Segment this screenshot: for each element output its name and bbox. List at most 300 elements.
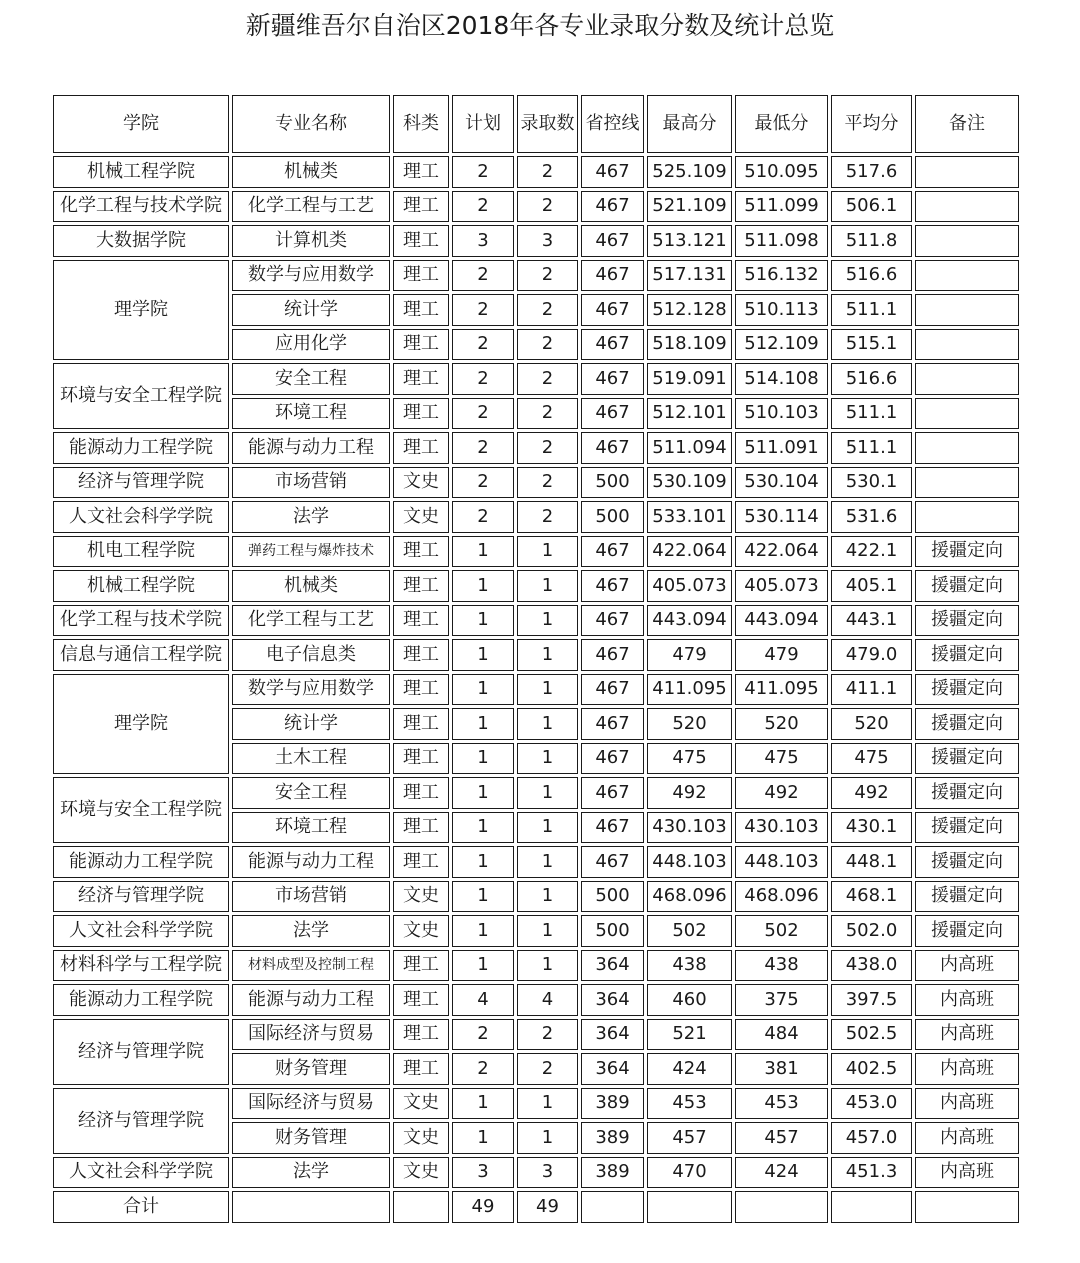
admitted-cell: 2 <box>517 191 578 223</box>
note-cell: 援疆定向 <box>915 605 1019 637</box>
total-admitted-cell: 49 <box>517 1191 578 1223</box>
max-score-cell: 512.128 <box>647 294 732 326</box>
table-row <box>53 191 1019 223</box>
admitted-cell: 1 <box>517 1088 578 1120</box>
major-cell: 机械类 <box>232 570 390 602</box>
max-score-cell: 430.103 <box>647 812 732 844</box>
min-score-cell: 530.114 <box>735 501 828 533</box>
plan-cell: 4 <box>452 984 514 1016</box>
min-score-cell: 381 <box>735 1053 828 1085</box>
table-row <box>53 432 1019 464</box>
note-cell <box>915 225 1019 257</box>
note-cell <box>915 156 1019 188</box>
plan-cell: 2 <box>452 363 514 395</box>
note-cell: 援疆定向 <box>915 708 1019 740</box>
category-cell: 理工 <box>393 536 449 568</box>
avg-score-cell: 457.0 <box>831 1122 912 1154</box>
admitted-cell: 2 <box>517 1053 578 1085</box>
total-row <box>53 1191 1019 1223</box>
college-cell: 能源动力工程学院 <box>53 846 229 878</box>
max-score-cell: 520 <box>647 708 732 740</box>
category-cell: 理工 <box>393 674 449 706</box>
admitted-cell: 1 <box>517 639 578 671</box>
control-line-cell: 500 <box>581 467 644 499</box>
college-cell: 机电工程学院 <box>53 536 229 568</box>
category-cell: 文史 <box>393 1122 449 1154</box>
max-score-cell: 512.101 <box>647 398 732 430</box>
major-cell: 能源与动力工程 <box>232 984 390 1016</box>
category-cell: 理工 <box>393 156 449 188</box>
avg-score-cell: 517.6 <box>831 156 912 188</box>
table-row <box>53 156 1019 188</box>
total-max-cell <box>647 1191 732 1223</box>
admitted-cell: 1 <box>517 708 578 740</box>
min-score-cell: 510.113 <box>735 294 828 326</box>
admitted-cell: 1 <box>517 743 578 775</box>
note-cell: 内高班 <box>915 1122 1019 1154</box>
college-cell: 经济与管理学院 <box>53 1019 229 1085</box>
avg-score-cell: 506.1 <box>831 191 912 223</box>
control-line-cell: 389 <box>581 1157 644 1189</box>
max-score-cell: 502 <box>647 915 732 947</box>
avg-score-cell: 422.1 <box>831 536 912 568</box>
note-cell <box>915 467 1019 499</box>
plan-cell: 2 <box>452 467 514 499</box>
plan-cell: 2 <box>452 156 514 188</box>
category-cell: 理工 <box>393 846 449 878</box>
college-cell: 人文社会科学学院 <box>53 915 229 947</box>
plan-cell: 1 <box>452 881 514 913</box>
control-line-cell: 467 <box>581 743 644 775</box>
table-row <box>53 1088 1019 1120</box>
admitted-cell: 1 <box>517 881 578 913</box>
control-line-cell: 389 <box>581 1088 644 1120</box>
college-cell: 环境与安全工程学院 <box>53 363 229 429</box>
category-cell: 理工 <box>393 984 449 1016</box>
avg-score-cell: 443.1 <box>831 605 912 637</box>
plan-cell: 2 <box>452 432 514 464</box>
category-cell: 理工 <box>393 812 449 844</box>
avg-score-cell: 405.1 <box>831 570 912 602</box>
category-cell: 理工 <box>393 363 449 395</box>
min-score-cell: 514.108 <box>735 363 828 395</box>
admitted-cell: 2 <box>517 329 578 361</box>
avg-score-cell: 502.5 <box>831 1019 912 1051</box>
min-score-cell: 511.098 <box>735 225 828 257</box>
max-score-cell: 530.109 <box>647 467 732 499</box>
table-row <box>53 674 1019 706</box>
major-cell: 计算机类 <box>232 225 390 257</box>
plan-cell: 1 <box>452 743 514 775</box>
plan-cell: 1 <box>452 639 514 671</box>
header-row <box>53 95 1019 153</box>
control-line-cell: 467 <box>581 777 644 809</box>
plan-cell: 3 <box>452 225 514 257</box>
table-row <box>53 915 1019 947</box>
plan-cell: 1 <box>452 536 514 568</box>
control-line-cell: 467 <box>581 363 644 395</box>
min-score-cell: 510.095 <box>735 156 828 188</box>
note-cell <box>915 363 1019 395</box>
min-score-cell: 422.064 <box>735 536 828 568</box>
avg-score-cell: 430.1 <box>831 812 912 844</box>
major-cell: 国际经济与贸易 <box>232 1088 390 1120</box>
note-cell: 援疆定向 <box>915 846 1019 878</box>
admitted-cell: 1 <box>517 950 578 982</box>
major-cell: 法学 <box>232 1157 390 1189</box>
avg-score-cell: 511.1 <box>831 294 912 326</box>
avg-score-cell: 402.5 <box>831 1053 912 1085</box>
avg-score-cell: 479.0 <box>831 639 912 671</box>
college-cell: 机械工程学院 <box>53 156 229 188</box>
avg-score-cell: 502.0 <box>831 915 912 947</box>
control-line-cell: 467 <box>581 846 644 878</box>
admitted-cell: 1 <box>517 1122 578 1154</box>
header-admitted: 录取数 <box>517 95 578 153</box>
avg-score-cell: 516.6 <box>831 363 912 395</box>
header-major: 专业名称 <box>232 95 390 153</box>
admitted-cell: 1 <box>517 570 578 602</box>
category-cell: 理工 <box>393 570 449 602</box>
admitted-cell: 1 <box>517 915 578 947</box>
table-row <box>53 605 1019 637</box>
total-note-cell <box>915 1191 1019 1223</box>
min-score-cell: 479 <box>735 639 828 671</box>
admitted-cell: 2 <box>517 260 578 292</box>
total-control-line-cell <box>581 1191 644 1223</box>
major-cell: 国际经济与贸易 <box>232 1019 390 1051</box>
college-cell: 人文社会科学学院 <box>53 1157 229 1189</box>
max-score-cell: 521 <box>647 1019 732 1051</box>
note-cell <box>915 294 1019 326</box>
college-cell: 能源动力工程学院 <box>53 432 229 464</box>
category-cell: 文史 <box>393 881 449 913</box>
category-cell: 理工 <box>393 1053 449 1085</box>
min-score-cell: 502 <box>735 915 828 947</box>
note-cell: 援疆定向 <box>915 674 1019 706</box>
avg-score-cell: 451.3 <box>831 1157 912 1189</box>
admitted-cell: 2 <box>517 1019 578 1051</box>
max-score-cell: 513.121 <box>647 225 732 257</box>
major-cell: 环境工程 <box>232 398 390 430</box>
header-min: 最低分 <box>735 95 828 153</box>
max-score-cell: 422.064 <box>647 536 732 568</box>
admitted-cell: 1 <box>517 536 578 568</box>
note-cell: 内高班 <box>915 984 1019 1016</box>
category-cell: 理工 <box>393 743 449 775</box>
header-plan: 计划 <box>452 95 514 153</box>
avg-score-cell: 438.0 <box>831 950 912 982</box>
admitted-cell: 4 <box>517 984 578 1016</box>
header-control-line: 省控线 <box>581 95 644 153</box>
note-cell: 援疆定向 <box>915 915 1019 947</box>
admitted-cell: 1 <box>517 605 578 637</box>
max-score-cell: 438 <box>647 950 732 982</box>
control-line-cell: 467 <box>581 674 644 706</box>
avg-score-cell: 411.1 <box>831 674 912 706</box>
control-line-cell: 467 <box>581 432 644 464</box>
control-line-cell: 467 <box>581 605 644 637</box>
plan-cell: 1 <box>452 1122 514 1154</box>
note-cell: 援疆定向 <box>915 812 1019 844</box>
total-major-cell <box>232 1191 390 1223</box>
total-avg-cell <box>831 1191 912 1223</box>
min-score-cell: 511.099 <box>735 191 828 223</box>
category-cell: 理工 <box>393 191 449 223</box>
note-cell: 援疆定向 <box>915 881 1019 913</box>
major-cell: 市场营销 <box>232 881 390 913</box>
max-score-cell: 533.101 <box>647 501 732 533</box>
table-row <box>53 1157 1019 1189</box>
min-score-cell: 530.104 <box>735 467 828 499</box>
plan-cell: 1 <box>452 570 514 602</box>
admitted-cell: 2 <box>517 467 578 499</box>
college-cell: 化学工程与技术学院 <box>53 605 229 637</box>
control-line-cell: 364 <box>581 1019 644 1051</box>
max-score-cell: 411.095 <box>647 674 732 706</box>
table-body <box>53 156 1019 1223</box>
note-cell: 援疆定向 <box>915 639 1019 671</box>
major-cell: 统计学 <box>232 294 390 326</box>
plan-cell: 1 <box>452 674 514 706</box>
college-cell: 化学工程与技术学院 <box>53 191 229 223</box>
total-label-cell: 合计 <box>53 1191 229 1223</box>
max-score-cell: 475 <box>647 743 732 775</box>
table-row <box>53 984 1019 1016</box>
min-score-cell: 457 <box>735 1122 828 1154</box>
table-row <box>53 881 1019 913</box>
avg-score-cell: 530.1 <box>831 467 912 499</box>
total-category-cell <box>393 1191 449 1223</box>
admitted-cell: 2 <box>517 156 578 188</box>
min-score-cell: 484 <box>735 1019 828 1051</box>
control-line-cell: 500 <box>581 881 644 913</box>
category-cell: 文史 <box>393 501 449 533</box>
max-score-cell: 405.073 <box>647 570 732 602</box>
header-note: 备注 <box>915 95 1019 153</box>
note-cell <box>915 329 1019 361</box>
college-cell: 环境与安全工程学院 <box>53 777 229 843</box>
table-row <box>53 846 1019 878</box>
control-line-cell: 364 <box>581 950 644 982</box>
category-cell: 文史 <box>393 1157 449 1189</box>
category-cell: 理工 <box>393 605 449 637</box>
note-cell <box>915 501 1019 533</box>
note-cell: 援疆定向 <box>915 777 1019 809</box>
table-row <box>53 363 1019 395</box>
control-line-cell: 467 <box>581 536 644 568</box>
plan-cell: 1 <box>452 915 514 947</box>
note-cell: 援疆定向 <box>915 536 1019 568</box>
avg-score-cell: 531.6 <box>831 501 912 533</box>
control-line-cell: 467 <box>581 329 644 361</box>
control-line-cell: 467 <box>581 398 644 430</box>
major-cell: 数学与应用数学 <box>232 674 390 706</box>
major-cell: 财务管理 <box>232 1053 390 1085</box>
major-cell: 市场营销 <box>232 467 390 499</box>
major-cell: 法学 <box>232 915 390 947</box>
major-cell: 机械类 <box>232 156 390 188</box>
min-score-cell: 438 <box>735 950 828 982</box>
category-cell: 理工 <box>393 225 449 257</box>
header-avg: 平均分 <box>831 95 912 153</box>
table-row <box>53 639 1019 671</box>
table-row <box>53 225 1019 257</box>
category-cell: 理工 <box>393 639 449 671</box>
college-cell: 理学院 <box>53 260 229 361</box>
table-row <box>53 1019 1019 1051</box>
college-cell: 经济与管理学院 <box>53 1088 229 1154</box>
min-score-cell: 411.095 <box>735 674 828 706</box>
category-cell: 文史 <box>393 915 449 947</box>
major-cell: 安全工程 <box>232 363 390 395</box>
min-score-cell: 424 <box>735 1157 828 1189</box>
avg-score-cell: 511.8 <box>831 225 912 257</box>
control-line-cell: 467 <box>581 570 644 602</box>
min-score-cell: 511.091 <box>735 432 828 464</box>
avg-score-cell: 475 <box>831 743 912 775</box>
major-cell: 能源与动力工程 <box>232 432 390 464</box>
plan-cell: 2 <box>452 1053 514 1085</box>
control-line-cell: 467 <box>581 191 644 223</box>
note-cell: 内高班 <box>915 1088 1019 1120</box>
min-score-cell: 475 <box>735 743 828 775</box>
category-cell: 理工 <box>393 777 449 809</box>
plan-cell: 1 <box>452 777 514 809</box>
max-score-cell: 460 <box>647 984 732 1016</box>
max-score-cell: 468.096 <box>647 881 732 913</box>
major-cell: 统计学 <box>232 708 390 740</box>
note-cell <box>915 260 1019 292</box>
table-row <box>53 467 1019 499</box>
category-cell: 文史 <box>393 1088 449 1120</box>
table-row <box>53 536 1019 568</box>
major-cell: 安全工程 <box>232 777 390 809</box>
admitted-cell: 2 <box>517 294 578 326</box>
max-score-cell: 479 <box>647 639 732 671</box>
max-score-cell: 517.131 <box>647 260 732 292</box>
min-score-cell: 453 <box>735 1088 828 1120</box>
min-score-cell: 510.103 <box>735 398 828 430</box>
min-score-cell: 492 <box>735 777 828 809</box>
note-cell <box>915 398 1019 430</box>
total-min-cell <box>735 1191 828 1223</box>
table-row <box>53 260 1019 292</box>
control-line-cell: 467 <box>581 708 644 740</box>
major-cell: 应用化学 <box>232 329 390 361</box>
plan-cell: 2 <box>452 294 514 326</box>
plan-cell: 1 <box>452 950 514 982</box>
admitted-cell: 2 <box>517 432 578 464</box>
min-score-cell: 443.094 <box>735 605 828 637</box>
avg-score-cell: 453.0 <box>831 1088 912 1120</box>
control-line-cell: 467 <box>581 225 644 257</box>
major-cell: 电子信息类 <box>232 639 390 671</box>
college-cell: 人文社会科学学院 <box>53 501 229 533</box>
control-line-cell: 467 <box>581 639 644 671</box>
avg-score-cell: 448.1 <box>831 846 912 878</box>
note-cell <box>915 191 1019 223</box>
total-plan-cell: 49 <box>452 1191 514 1223</box>
plan-cell: 1 <box>452 812 514 844</box>
max-score-cell: 511.094 <box>647 432 732 464</box>
plan-cell: 2 <box>452 260 514 292</box>
plan-cell: 1 <box>452 708 514 740</box>
table-row <box>53 501 1019 533</box>
min-score-cell: 448.103 <box>735 846 828 878</box>
college-cell: 理学院 <box>53 674 229 775</box>
note-cell: 援疆定向 <box>915 570 1019 602</box>
category-cell: 理工 <box>393 708 449 740</box>
control-line-cell: 467 <box>581 812 644 844</box>
max-score-cell: 470 <box>647 1157 732 1189</box>
admitted-cell: 1 <box>517 812 578 844</box>
admitted-cell: 2 <box>517 501 578 533</box>
admitted-cell: 2 <box>517 363 578 395</box>
avg-score-cell: 492 <box>831 777 912 809</box>
min-score-cell: 375 <box>735 984 828 1016</box>
avg-score-cell: 468.1 <box>831 881 912 913</box>
control-line-cell: 364 <box>581 984 644 1016</box>
admitted-cell: 1 <box>517 777 578 809</box>
min-score-cell: 520 <box>735 708 828 740</box>
plan-cell: 2 <box>452 1019 514 1051</box>
category-cell: 理工 <box>393 432 449 464</box>
avg-score-cell: 520 <box>831 708 912 740</box>
college-cell: 信息与通信工程学院 <box>53 639 229 671</box>
control-line-cell: 500 <box>581 501 644 533</box>
control-line-cell: 364 <box>581 1053 644 1085</box>
control-line-cell: 467 <box>581 294 644 326</box>
category-cell: 理工 <box>393 260 449 292</box>
category-cell: 理工 <box>393 329 449 361</box>
major-cell: 环境工程 <box>232 812 390 844</box>
min-score-cell: 512.109 <box>735 329 828 361</box>
max-score-cell: 521.109 <box>647 191 732 223</box>
major-cell: 化学工程与工艺 <box>232 191 390 223</box>
category-cell: 文史 <box>393 467 449 499</box>
major-cell: 能源与动力工程 <box>232 846 390 878</box>
control-line-cell: 467 <box>581 156 644 188</box>
college-cell: 机械工程学院 <box>53 570 229 602</box>
note-cell: 援疆定向 <box>915 743 1019 775</box>
college-cell: 能源动力工程学院 <box>53 984 229 1016</box>
admitted-cell: 2 <box>517 398 578 430</box>
major-cell: 材料成型及控制工程 <box>232 950 390 982</box>
major-cell: 化学工程与工艺 <box>232 605 390 637</box>
admitted-cell: 3 <box>517 225 578 257</box>
max-score-cell: 448.103 <box>647 846 732 878</box>
plan-cell: 2 <box>452 191 514 223</box>
control-line-cell: 467 <box>581 260 644 292</box>
max-score-cell: 457 <box>647 1122 732 1154</box>
category-cell: 理工 <box>393 950 449 982</box>
max-score-cell: 492 <box>647 777 732 809</box>
max-score-cell: 424 <box>647 1053 732 1085</box>
note-cell <box>915 432 1019 464</box>
min-score-cell: 516.132 <box>735 260 828 292</box>
control-line-cell: 500 <box>581 915 644 947</box>
category-cell: 理工 <box>393 398 449 430</box>
table-row <box>53 570 1019 602</box>
table-row <box>53 950 1019 982</box>
min-score-cell: 468.096 <box>735 881 828 913</box>
control-line-cell: 389 <box>581 1122 644 1154</box>
major-cell: 法学 <box>232 501 390 533</box>
major-cell: 数学与应用数学 <box>232 260 390 292</box>
admitted-cell: 1 <box>517 846 578 878</box>
college-cell: 大数据学院 <box>53 225 229 257</box>
